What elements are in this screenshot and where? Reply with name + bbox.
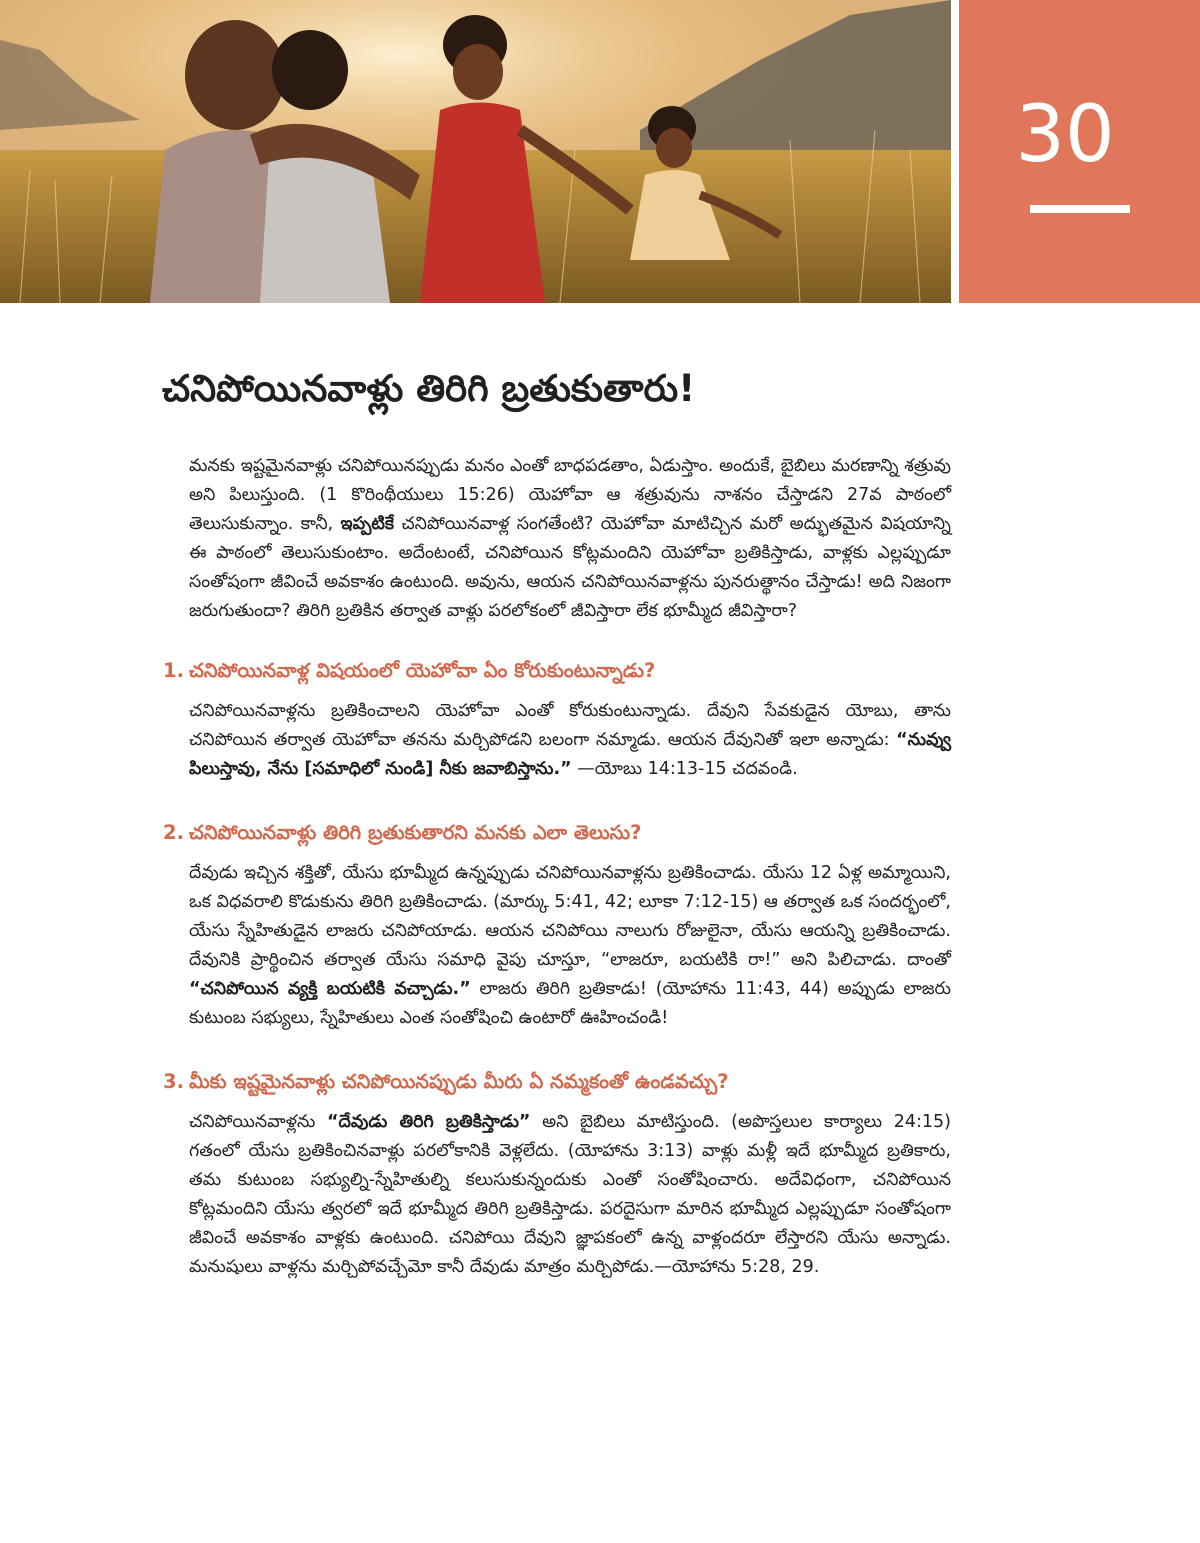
question-3 <box>163 1067 951 1097</box>
answer-3-text-a: చనిపోయినవాళ్లను <box>189 1112 327 1132</box>
question-3-number: 3. <box>163 1070 184 1093</box>
answer-2-quote: “చనిపోయిన వ్యక్తి బయటికి వచ్చాడు.” <box>189 979 471 999</box>
answer-1-quote: “నువ్వు పిలుస్తావు, నేను [సమాధిలో నుండి] నీకు జవాబిస్తాను.” <box>189 730 951 779</box>
lesson-number-underline <box>1030 205 1130 213</box>
answer-2 <box>189 859 951 1033</box>
intro-text-c: చనిపోయినవాళ్ల సంగతేంటి? యెహోవా మాటిచ్చిన మరో అద్భుతమైన విషయాన్ని ఈ పాఠంలో తెలుసుకుంటాం. అదేంటంటే, చనిపోయిన కోట్లమందిని యెహోవా బ్రతికిస్తాడు, వాళ్లకు ఎల్లప్పుడూ సంతోషంగా జీవించే అవకాశం ఉంటుంది. అవును, ఆయన చనిపోయినవాళ్లను పునరుత్థానం చేస్తాడు! అది నిజంగా జరుగుతుందా? తిరిగి బ్రతికిన తర్వాత వాళ్లు పరలోకంలో జీవిస్తారా లేక భూమ్మీద జీవిస్తారా? <box>189 514 951 621</box>
lesson-content <box>163 452 951 1316</box>
answer-3-text-c: అని బైబిలు మాటిస్తుంది. (అపొస్తలుల కార్యాలు 24:15) గతంలో యేసు బ్రతికించినవాళ్లు పరలోకానికి వెళ్లలేదు. (యోహాను 3:13) వాళ్లు మళ్లీ ఇదే భూమ్మీద బ్రతికారు, తమ కుటుంబ సభ్యుల్ని-స్నేహితుల్ని కలుసుకున్నందుకు ఎంతో సంతోషించారు. అదేవిధంగా, చనిపోయిన కోట్లమందిని యేసు త్వరలో ఇదే భూమ్మీద తిరిగి బ్రతికిస్తాడు. పరదైసుగా మారిన భూమ్మీద ఎల్లప్పుడూ సంతోషంగా జీవించే అవకాశం వాళ్లకు ఉంటుంది. చనిపోయి దేవుని జ్ఞాపకంలో ఉన్న వాళ్లందరూ లేస్తారని యేసు అన్నాడు. మనుషులు వాళ్లను మర్చిపోవచ్చేమో కానీ దేవుడు మాత్రం మర్చిపోడు.—యోహాను 5:28, 29. <box>189 1112 951 1277</box>
question-1-text: చనిపోయినవాళ్ల విషయంలో యెహోవా ఏం కోరుకుంటున్నాడు? <box>189 659 656 682</box>
question-2-number: 2. <box>163 821 184 844</box>
question-3-text: మీకు ఇష్టమైనవాళ్లు చనిపోయినప్పుడు మీరు ఏ నమ్మకంతో ఉండవచ్చు? <box>189 1070 729 1093</box>
intro-text-a: మనకు ఇష్టమైనవాళ్లు చనిపోయినప్పుడు మనం ఎంతో బాధపడతాం, ఏడుస్తాం. అందుకే, బైబిలు మరణాన్ని శత్రువు అని పిలుస్తుంది. (1 కొరింథీయులు 15:26) యెహోవా ఆ శత్రువును నాశనం చేస్తాడని 27వ పాఠంలో తెలుసుకున్నాం. కానీ, <box>189 456 951 534</box>
question-1 <box>163 656 951 686</box>
hero-photo <box>0 0 951 303</box>
intro-paragraph <box>189 452 951 626</box>
answer-3-quote: “దేవుడు తిరిగి బ్రతికిస్తాడు” <box>327 1112 531 1132</box>
answer-1 <box>189 697 951 784</box>
question-1-number: 1. <box>163 659 184 682</box>
answer-1-text-c: —యోబు 14:13-15 చదవండి. <box>571 759 798 779</box>
lesson-number-badge <box>959 0 1200 303</box>
answer-2-text-a: దేవుడు ఇచ్చిన శక్తితో, యేసు భూమ్మీద ఉన్నప్పుడు చనిపోయినవాళ్లను బ్రతికించాడు. యేసు 12 ఏళ్ల అమ్మాయిని, ఒక విధవరాలి కొడుకును తిరిగి బ్రతికించాడు. (మార్కు 5:41, 42; లూకా 7:12-15) ఆ తర్వాత ఒక సందర్భంలో, యేసు స్నేహితుడైన లాజరు చనిపోయాడు. ఆయన చనిపోయి నాలుగు రోజులైనా, యేసు ఆయన్ని బ్రతికించాడు. దేవునికి ప్రార్థించిన తర్వాత యేసు సమాధి వైపు చూస్తూ, “లాజరూ, బయటికి రా!” అని పిలిచాడు. దాంతో <box>189 863 951 970</box>
lesson-number: 30 <box>1015 90 1115 180</box>
intro-text-emphasis: ఇప్పటికే <box>340 514 395 534</box>
answer-2-text-c: లాజరు తిరిగి బ్రతికాడు! (యోహాను 11:43, 44) అప్పుడు లాజరు కుటుంబ సభ్యులు, స్నేహితులు ఎంత సంతోషించి ఉంటారో ఊహించండి! <box>189 979 951 1028</box>
answer-1-text-a: చనిపోయినవాళ్లను బ్రతికించాలని యెహోవా ఎంతో కోరుకుంటున్నాడు. దేవుని సేవకుడైన యోబు, తాను చనిపోయిన తర్వాత యెహోవా తనను మర్చిపోడని బలంగా నమ్మాడు. ఆయన దేవునితో ఇలా అన్నాడు: <box>189 701 951 750</box>
answer-3 <box>189 1108 951 1282</box>
page-title: చనిపోయినవాళ్లు తిరిగి బ్రతుకుతారు! <box>162 367 696 410</box>
question-2-text: చనిపోయినవాళ్లు తిరిగి బ్రతుకుతారని మనకు ఎలా తెలుసు? <box>189 821 642 844</box>
question-2 <box>163 818 951 848</box>
family-embrace-photo <box>0 0 951 303</box>
